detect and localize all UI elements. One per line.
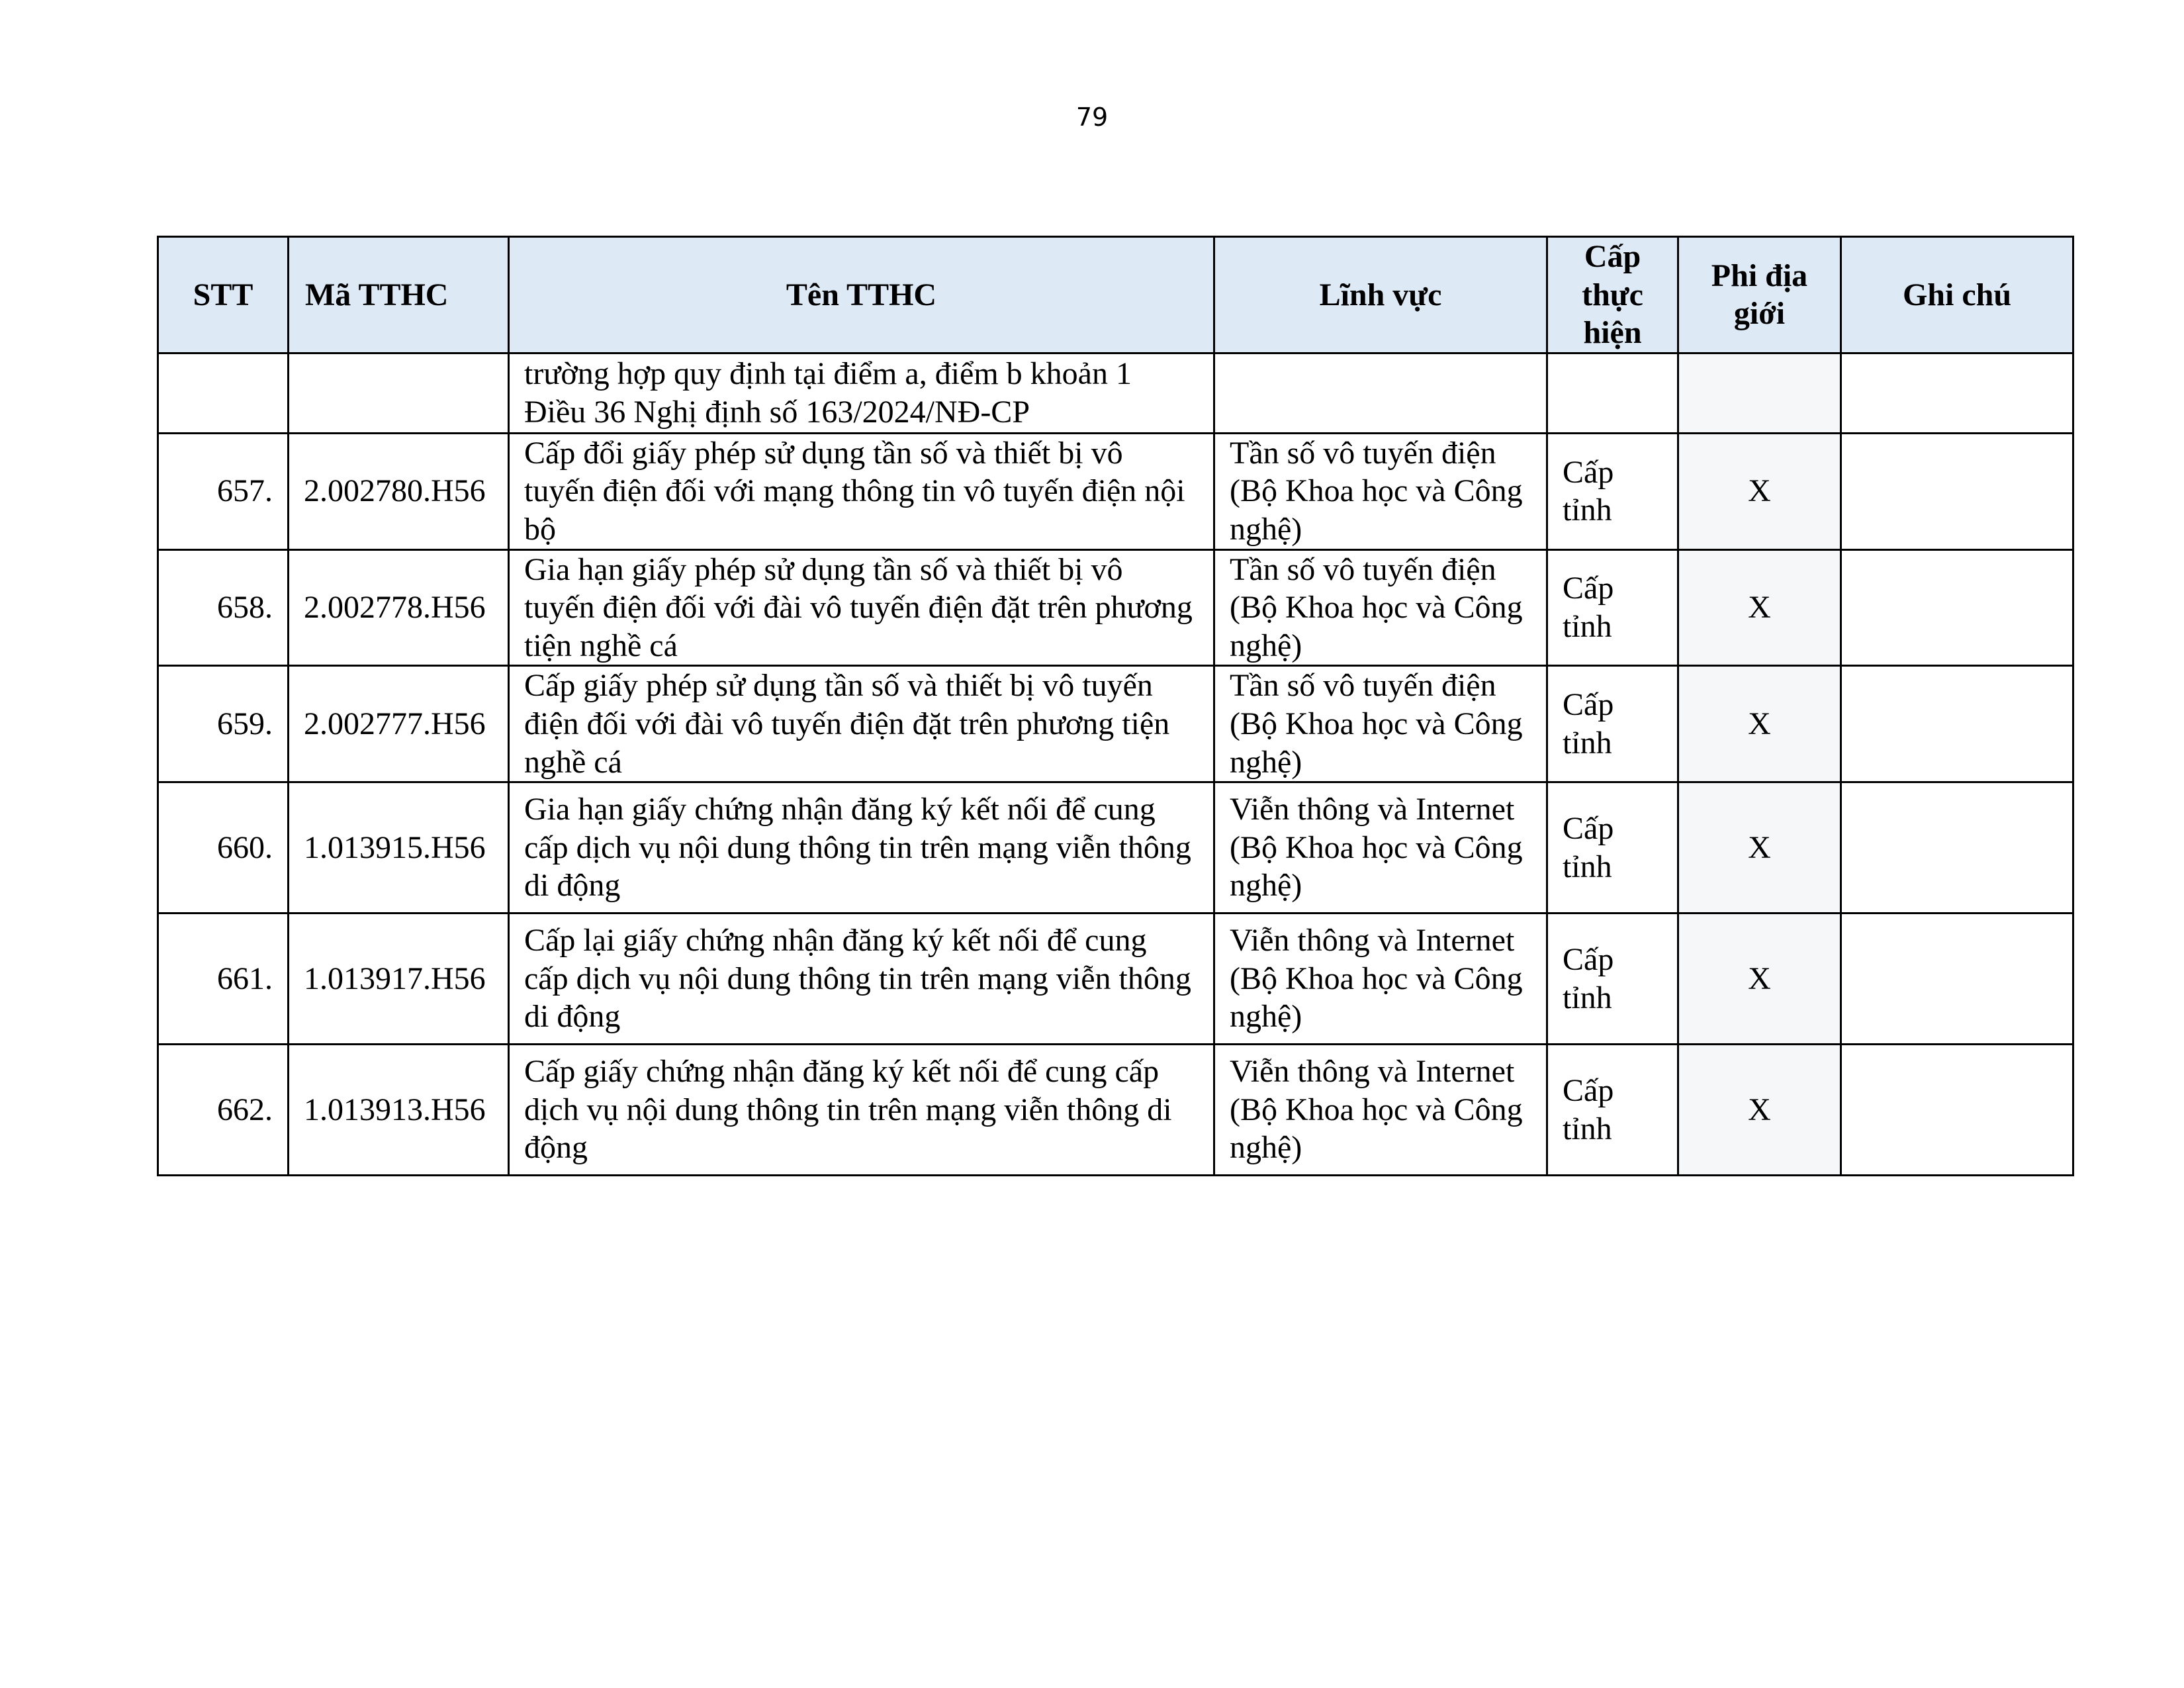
procedures-table <box>157 236 2074 1176</box>
continuation-row <box>158 353 2073 433</box>
cell-field: Viễn thông và Internet (Bộ Khoa học và Công nghệ) <box>1214 914 1547 1045</box>
cell-code: 1.013917.H56 <box>289 914 509 1045</box>
cell-fee: X <box>1678 1045 1841 1176</box>
cell-stt: 662. <box>158 1045 289 1176</box>
cell-level: Cấp tỉnh <box>1547 549 1678 666</box>
cell-field: Viễn thông và Internet (Bộ Khoa học và Công nghệ) <box>1214 782 1547 914</box>
cell-fee: X <box>1678 666 1841 782</box>
cell-name: Cấp giấy phép sử dụng tần số và thiết bị vô tuyến điện đối với đài vô tuyến điện đặt trên phương tiện nghề cá <box>509 666 1214 782</box>
page-number: 79 <box>1075 103 1109 132</box>
cell-note <box>1841 782 2073 914</box>
cell-code: 2.002780.H56 <box>289 433 509 549</box>
cell-note <box>1841 1045 2073 1176</box>
cell-stt: 657. <box>158 433 289 549</box>
cell-level: Cấp tỉnh <box>1547 666 1678 782</box>
cell-level: Cấp tỉnh <box>1547 1045 1678 1176</box>
cell-fee <box>1678 353 1841 433</box>
cell-field: Tần số vô tuyến điện (Bộ Khoa học và Công nghệ) <box>1214 666 1547 782</box>
table-row <box>158 666 2073 782</box>
cell-stt: 658. <box>158 549 289 666</box>
cell-name: trường hợp quy định tại điểm a, điểm b khoản 1 Điều 36 Nghị định số 163/2024/NĐ-CP <box>509 353 1214 433</box>
cell-note <box>1841 433 2073 549</box>
header-field: Lĩnh vực <box>1214 237 1547 353</box>
table-row <box>158 433 2073 549</box>
cell-name: Cấp lại giấy chứng nhận đăng ký kết nối để cung cấp dịch vụ nội dung thông tin trên mạng viễn thông di động <box>509 914 1214 1045</box>
cell-name: Gia hạn giấy phép sử dụng tần số và thiết bị vô tuyến điện đối với đài vô tuyến điện đặt trên phương tiện nghề cá <box>509 549 1214 666</box>
cell-field: Viễn thông và Internet (Bộ Khoa học và Công nghệ) <box>1214 1045 1547 1176</box>
cell-field: Tần số vô tuyến điện (Bộ Khoa học và Công nghệ) <box>1214 433 1547 549</box>
cell-field: Tần số vô tuyến điện (Bộ Khoa học và Công nghệ) <box>1214 549 1547 666</box>
cell-field <box>1214 353 1547 433</box>
cell-code: 2.002778.H56 <box>289 549 509 666</box>
cell-name: Cấp giấy chứng nhận đăng ký kết nối để cung cấp dịch vụ nội dung thông tin trên mạng viễn thông di động <box>509 1045 1214 1176</box>
cell-note <box>1841 666 2073 782</box>
cell-code: 1.013915.H56 <box>289 782 509 914</box>
cell-level: Cấp tỉnh <box>1547 782 1678 914</box>
cell-name: Gia hạn giấy chứng nhận đăng ký kết nối để cung cấp dịch vụ nội dung thông tin trên mạng viễn thông di động <box>509 782 1214 914</box>
header-level: Cấp thực hiện <box>1547 237 1678 353</box>
cell-fee: X <box>1678 549 1841 666</box>
cell-stt: 660. <box>158 782 289 914</box>
cell-name: Cấp đổi giấy phép sử dụng tần số và thiết bị vô tuyến điện đối với mạng thông tin vô tuyến điện nội bộ <box>509 433 1214 549</box>
cell-code <box>289 353 509 433</box>
table-row <box>158 914 2073 1045</box>
cell-level <box>1547 353 1678 433</box>
header-note: Ghi chú <box>1841 237 2073 353</box>
cell-fee: X <box>1678 782 1841 914</box>
cell-level: Cấp tỉnh <box>1547 433 1678 549</box>
cell-stt: 659. <box>158 666 289 782</box>
cell-note <box>1841 549 2073 666</box>
cell-stt: 661. <box>158 914 289 1045</box>
cell-code: 2.002777.H56 <box>289 666 509 782</box>
cell-fee: X <box>1678 914 1841 1045</box>
header-stt: STT <box>158 237 289 353</box>
cell-stt <box>158 353 289 433</box>
cell-fee: X <box>1678 433 1841 549</box>
table-row <box>158 549 2073 666</box>
cell-code: 1.013913.H56 <box>289 1045 509 1176</box>
header-code: Mã TTHC <box>289 237 509 353</box>
cell-note <box>1841 914 2073 1045</box>
header-name: Tên TTHC <box>509 237 1214 353</box>
table-row <box>158 782 2073 914</box>
header-fee: Phi địa giới <box>1678 237 1841 353</box>
cell-level: Cấp tỉnh <box>1547 914 1678 1045</box>
cell-note <box>1841 353 2073 433</box>
table-row <box>158 1045 2073 1176</box>
table-header-row <box>158 237 2073 353</box>
